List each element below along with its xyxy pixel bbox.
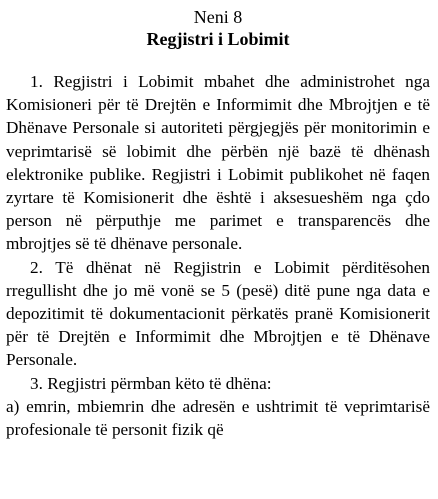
document-page [6,0,430,441]
paragraph-2: 2. Të dhënat në Regjistrin e Lobimit përditësohen rregullisht dhe jo më vonë se 5 (pesë) ditë pune nga data e depozitimit të dokumentacionit përkatës pranë Komisionerit për të Drejtën e Informimit dhe Mbrojtjen e të Dhënave Personale. [6,257,430,370]
article-title: Regjistri i Lobimit [146,29,290,49]
paragraph-3a: a) emrin, mbiemrin dhe adresën e ushtrimit të veprimtarisë profesionale të personit fizik që [6,396,430,440]
paragraph-3: 3. Regjistri përmban këto të dhëna: [30,373,272,393]
article-number: Neni 8 [193,7,243,27]
paragraph-1: 1. Regjistri i Lobimit mbahet dhe administrohet nga Komisioneri për të Drejtën e Informimit dhe Mbrojtjen e të Dhënave Personale si autoriteti përgjegjës për monitorimin e veprimtarisë së lobimit dhe përbën një bazë të dhënash elektronike publike. Regjistri i Lobimit publikohet në faqen zyrtare të Komisionerit dhe është i aksesueshëm nga çdo person në përputhje me parimet e transparencës dhe mbrojtjes së të dhënave personale. [6,72,430,254]
